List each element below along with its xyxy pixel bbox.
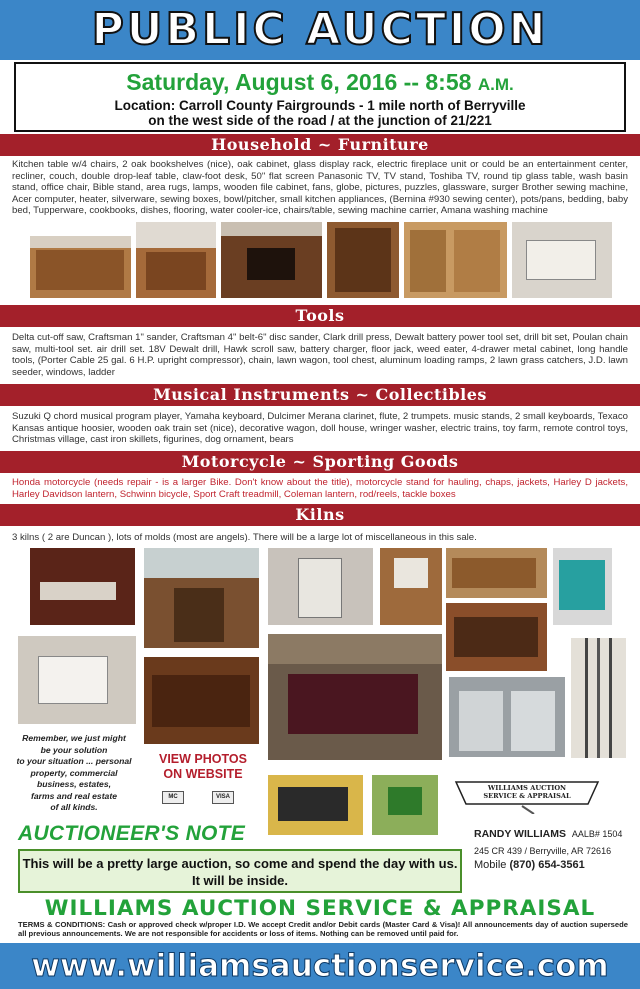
header-bar: [0, 0, 640, 60]
auctioneer-mobile[interactable]: [474, 858, 634, 872]
footer-bar: [0, 943, 640, 989]
photo-keyboard: [30, 548, 135, 625]
date-location-box: [14, 62, 626, 132]
photo-lawn-seeder: [372, 775, 438, 835]
services-note-line-5: business, estates,: [36, 779, 112, 789]
terms-and-conditions: TERMS & CONDITIONS: Cash or approved check w/proper I.D. We accept Credit and/or Debit cards (Master Card & Visa)! All announcements day of auction supersede all previous announcements. We are not responsible for accidents or loss of items. Nothing can be removed until paid for.: [18, 920, 628, 938]
photo-wooden-train: [446, 548, 547, 598]
section-banner-musical: Musical Instruments ~ Collectibles: [0, 384, 640, 406]
auction-location: [16, 98, 624, 128]
services-note-line-3: to your situation ... personal: [16, 756, 132, 766]
photo-cabinets: [404, 222, 507, 298]
view-photos-line-1: VIEW PHOTOS: [159, 752, 247, 766]
photo-drop-leaf-table: [136, 222, 216, 298]
auctioneer-note-box: [18, 849, 462, 893]
mobile-label: Mobile: [474, 859, 507, 871]
household-items-text: Kitchen table w/4 chairs, 2 oak bookshelves (nice), oak cabinet, glass display rack, electric fireplace unit or could be an entertainment center, recliner, couch, double drop-leaf table, claw-foot desk, 50" flat screen Panasonic TV, TV stand, Toshiba TV, round tip glass table, wash basin stand, office chair, Bible stand, area rugs, lamps, wooden file cabinet, fans, globe, pictures, puzzles, glassware, surger Brother sewing machine, Acer computer, heater, silverware, sewing boxes, bowl/pitcher, small kitchen appliances, (Bernina #930 sewing center), pots/pans, bedding, baby bed, Tupperware, cookbooks, dishes, flooring, water cooler-ice, chairs/table, sewing machine carrier, Amana washing machine: [12, 159, 628, 217]
logo-line-2: SERVICE & APPRAISAL: [483, 792, 571, 800]
logo-text: [482, 784, 572, 800]
services-note-line-4: property, commercial: [30, 767, 118, 778]
photo-bench: [446, 603, 547, 671]
services-note-line-7: of all kinds.: [50, 802, 98, 812]
auctioneer-note-line-2: It will be inside.: [191, 873, 289, 888]
logo-line-1: WILLIAMS AUCTION: [487, 784, 567, 792]
kilns-items-text: 3 kilns ( 2 are Duncan ), lots of molds (most are angels). There will be a large lot of miscellaneous in this sale.: [12, 532, 477, 543]
company-name: WILLIAMS AUCTION SERVICE & APPRAISAL: [44, 896, 596, 921]
mobile-number: (870) 654-3561: [509, 859, 585, 871]
company-logo: [452, 772, 602, 814]
section-banner-kilns: Kilns: [0, 504, 640, 526]
website-link[interactable]: www.williamsauctionservice.com: [31, 948, 609, 984]
auctioneer-note-text: [20, 855, 460, 889]
auctioneer-name-line: [474, 828, 634, 841]
section-banner-tools: Tools: [0, 305, 640, 327]
services-note-line-1: Remember, we just might: [22, 733, 126, 743]
mastercard-icon: MC: [162, 791, 184, 804]
photo-desk: [144, 657, 259, 744]
motorcycle-items-text: Honda motorcycle (needs repair - is a larger Bike. Don't know about the title), motorcycle stand for hauling, chaps, jackets, Harley D jackets, Harley Davidson lantern, Schwinn bicycle, Sport Craft treadmill, Coleman lantern, rod/reels, tackle boxes: [12, 477, 628, 500]
services-note: [14, 733, 134, 814]
tools-items-text: Delta cut-off saw, Craftsman 1" sander, Craftsman 4" belt-6" disc sander, Clark drill press, Dewalt battery power tool set, drill bit set, Poulan chain saw, multi-tool set. air drill set. 18V Dewalt drill, Hawk scroll saw, battery charger, floor jack, weed eater, 4-drawer metal cabinet, long handle tools, (Porter Cable 25 gal. 6 H.P. upright compressor), chain, lawn wagon, tool chest, aluminum loading ramps, 2 lawn grass catchers, J.D. lawn seeder, windows, ladder: [12, 332, 628, 378]
contact-info: [474, 828, 634, 872]
auctioneer-license: AALB# 1504: [571, 829, 623, 839]
section-banner-motorcycle: Motorcycle ~ Sporting Goods: [0, 451, 640, 473]
photo-sewing-machine-boxes: [18, 636, 136, 724]
auctioneer-name: RANDY WILLIAMS: [474, 828, 566, 840]
auctioneer-note-line-1: This will be a pretty large auction, so come and spend the day with us.: [22, 856, 458, 871]
auction-date-text: Saturday, August 6, 2016 -- 8:58: [126, 69, 472, 95]
photo-rocking-chair: [144, 548, 259, 648]
musical-items-text: Suzuki Q chord musical program player, Yamaha keyboard, Dulcimer Merana clarinet, flute, 2 trumpets. music stands, 2 small keyboards, Texaco Kansas antique hoosier, wooden oak train set (nice), decorative wagon, doll house, wringer washer, electric trains, toy farm, remote control toys, Christmas village, cast iron skillets, figurines, dog ornament, bears: [12, 411, 628, 446]
view-photos-line-2: ON WEBSITE: [163, 767, 243, 781]
auctioneer-address: 245 CR 439 / Berryville, AR 72616: [474, 846, 612, 856]
photo-honda-motorcycle: [268, 634, 442, 760]
view-photos-link[interactable]: [148, 752, 258, 782]
photo-kiln: [268, 548, 373, 625]
location-line-2: on the west side of the road / at the junction of 21/221: [148, 113, 492, 128]
page-title: PUBLIC AUCTION: [91, 4, 549, 55]
photo-tool-case: [553, 548, 612, 625]
auction-date: [16, 68, 624, 99]
photo-kitchen-table: [30, 236, 131, 298]
photo-bookshelf: [327, 222, 399, 298]
services-note-line-6: farms and real estate: [31, 790, 117, 801]
photo-sewing-machine: [512, 222, 612, 298]
auction-time-suffix: A.M.: [477, 75, 514, 94]
photo-wringer-washer: [380, 548, 442, 625]
visa-icon: VISA: [212, 791, 234, 804]
section-banner-household: Household ~ Furniture: [0, 134, 640, 156]
auctioneer-note-heading: AUCTIONEER'S NOTE: [18, 822, 246, 845]
location-line-1: Location: Carroll County Fairgrounds - 1 mile north of Berryville: [114, 98, 526, 113]
photo-fishing-rods: [571, 638, 626, 758]
services-note-line-2: be your solution: [40, 744, 108, 755]
photo-fireplace-unit: [221, 222, 322, 298]
photo-kilns-steel: [449, 677, 565, 757]
